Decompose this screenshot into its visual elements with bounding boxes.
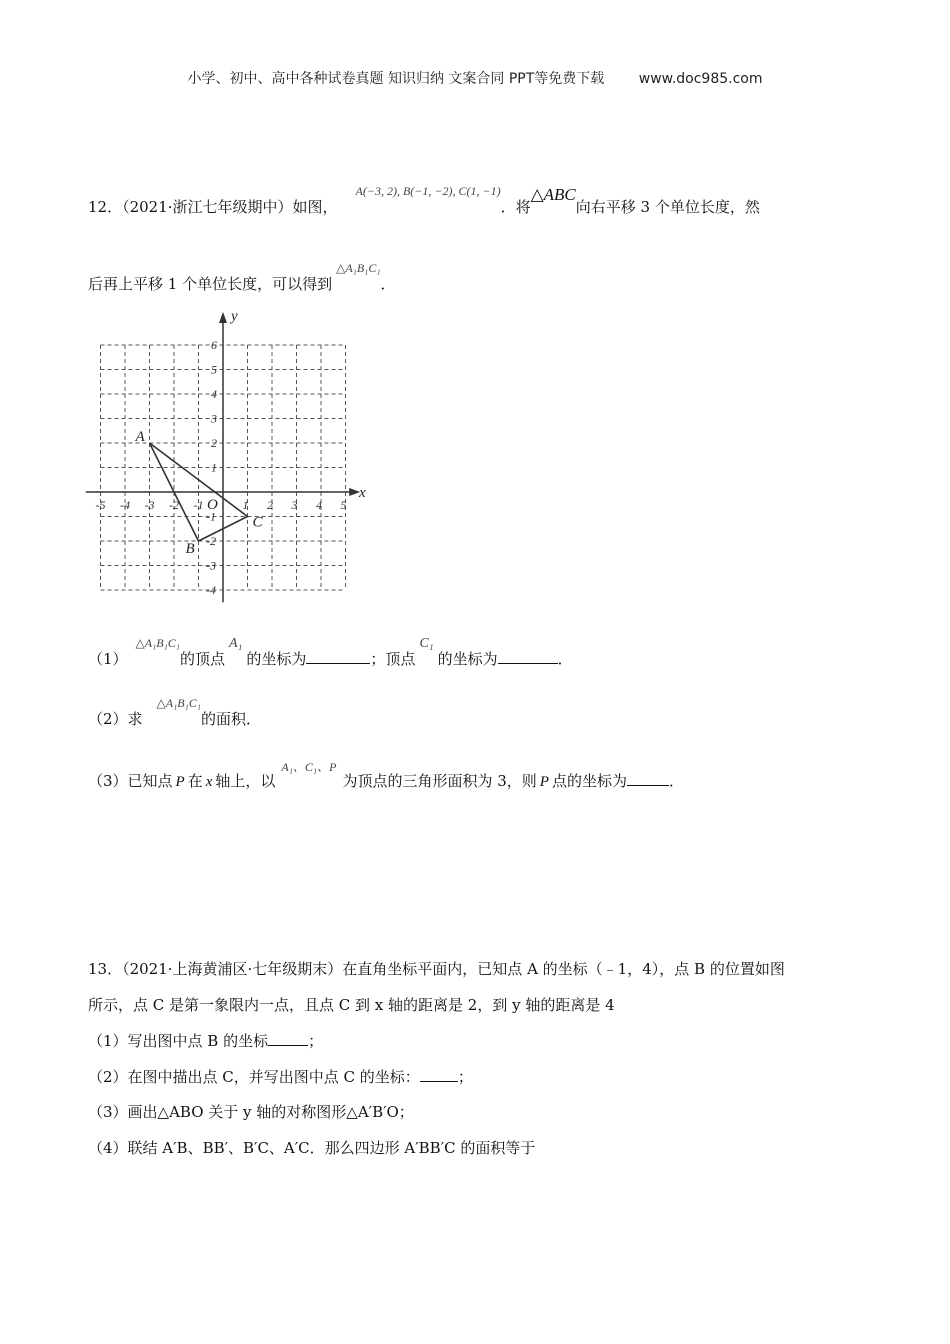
q13-sub1 xyxy=(88,1030,323,1051)
y-axis-label: y xyxy=(231,308,238,325)
q12-line1 xyxy=(88,184,760,217)
y-tick-label: -2 xyxy=(206,534,216,548)
axes xyxy=(86,312,360,602)
q13-sub3: （3）画出△ABO 关于 y 轴的对称图形△A′B′O； xyxy=(88,1103,414,1121)
q12-text-a: ．将 xyxy=(500,198,531,216)
q12-sub2-triangle: △A₁B₁C₁ xyxy=(156,696,201,710)
y-tick-label: -3 xyxy=(206,558,216,573)
point-label: C xyxy=(252,514,263,531)
y-tick-label: 6 xyxy=(211,338,217,352)
point-label: B xyxy=(185,541,195,557)
q12-sub3-label: （3）已知点 xyxy=(88,772,173,790)
x-tick-label: -4 xyxy=(120,498,130,512)
x-tick-label: 5 xyxy=(340,498,347,512)
y-tick-label: 1 xyxy=(211,460,217,475)
y-tick-label: -1 xyxy=(206,509,216,524)
point-label: A xyxy=(135,429,145,445)
x-tick-label: 3 xyxy=(291,498,298,512)
q13-sub2 xyxy=(88,1066,473,1087)
x-tick-label: 4 xyxy=(316,498,322,512)
q12-line2-text: 后再上平移 1 个单位长度，可以得到 xyxy=(88,275,333,293)
answer-blank-b[interactable] xyxy=(268,1031,308,1046)
q13-line2: 所示，点 C 是第一象限内一点，且点 C 到 x 轴的距离是 2，到 y 轴的距离是 4 xyxy=(88,996,615,1014)
q12-period: ． xyxy=(380,275,396,293)
x-tick-label: 1 xyxy=(242,498,249,512)
q12-sub1-text-a: 的顶点 xyxy=(179,650,225,668)
q12-sub1-text-c: ；顶点 xyxy=(370,650,416,668)
q13-sub4: （4）联结 A′B、BB′、B′C、A′C．那么四边形 A′BB′C 的面积等于 xyxy=(88,1139,536,1157)
x-tick-label: -2 xyxy=(169,498,179,512)
header-text: 小学、初中、高中各种试卷真题 知识归纳 文案合同 PPT等免费下载 xyxy=(187,71,605,87)
q12-sub3-text-c: 为顶点的三角形面积为 3，则 xyxy=(342,772,537,790)
q12-sub3-p2: P xyxy=(539,774,549,790)
answer-blank-a1[interactable] xyxy=(306,649,370,664)
q12-sub2-label: （2）求 xyxy=(88,710,143,728)
coordinate-graph xyxy=(80,308,380,608)
q13-sub2-end: ； xyxy=(457,1068,473,1086)
q12-sub1-c1: C₁ xyxy=(419,636,434,651)
q12-sub3-p: P xyxy=(175,774,185,790)
q12-sub1-a1: A₁ xyxy=(228,636,243,651)
q12-number: 12． xyxy=(88,198,123,216)
q12-sub2-text: 的面积． xyxy=(200,710,261,728)
x-axis-label: x xyxy=(358,485,366,501)
y-tick-label: 3 xyxy=(211,411,217,426)
q13-line1 xyxy=(88,958,785,979)
y-tick-label: -4 xyxy=(206,583,216,597)
q12-sub3-vertices: A₁、C₁、P xyxy=(281,760,337,774)
q13-sub2-text: （2）在图中描出点 C，并写出图中点 C 的坐标： xyxy=(88,1068,420,1086)
origin-label: O xyxy=(207,497,218,513)
answer-blank-c[interactable] xyxy=(420,1067,458,1082)
header-site-link[interactable]: www.doc985.com xyxy=(638,71,763,87)
y-axis-arrow xyxy=(219,312,227,323)
q12-points: A(−3, 2), B(−1, −2), C(1, −1) xyxy=(355,184,501,198)
q12-source: （2021·浙江七年级期中）如图， xyxy=(122,198,338,216)
q12-text-b: 向右平移 3 个单位长度，然 xyxy=(575,198,760,216)
q12-sub1-triangle: △A₁B₁C₁ xyxy=(135,636,180,650)
x-tick-label: -3 xyxy=(144,498,155,512)
q13-number: 13． xyxy=(88,960,123,978)
q13-line1-text: （2021·上海黄浦区·七年级期末）在直角坐标平面内，已知点 A 的坐标（﹣1，4），点 B 的位置如图 xyxy=(122,960,785,978)
q12-sub2 xyxy=(88,696,261,729)
q12-sub1-text-d: 的坐标为 xyxy=(437,650,498,668)
q12-sub1-label: （1） xyxy=(88,650,128,668)
answer-blank-p[interactable] xyxy=(627,771,669,786)
y-tick-label: 5 xyxy=(211,362,217,377)
q12-sub3-x: x xyxy=(205,774,213,790)
q12-sub1: $(1)^{\triangle A_1B_1C_1}$的顶点A₁的坐标为 ；顶点C₁的坐标为 ． xyxy=(88,636,573,668)
answer-blank-c1[interactable] xyxy=(498,649,558,664)
q12-sub3-text-d: 点的坐标为 xyxy=(551,772,627,790)
q12-sub3: （3）已知点 P 在 x 轴上，以$^{A_1、C_1、P}$为顶点的三角形面积为 3，则 P 点的坐标为 ． xyxy=(88,760,684,790)
q13-sub1-end: ； xyxy=(308,1032,324,1050)
x-tick-label: -5 xyxy=(95,498,106,512)
q12-sub1-text-b: 的坐标为 xyxy=(246,650,307,668)
y-tick-label: 2 xyxy=(211,436,217,450)
page-header xyxy=(0,68,950,88)
q12-triangle-a1b1c1: △A₁B₁C₁ xyxy=(336,261,381,275)
q12-triangle-abc: △ABC xyxy=(530,185,576,204)
q12-line2 xyxy=(88,261,396,294)
x-tick-label: 2 xyxy=(267,498,273,512)
y-tick-label: 4 xyxy=(211,387,217,401)
x-tick-label: -1 xyxy=(193,498,204,512)
q12-sub3-text-a: 在 xyxy=(187,772,203,790)
q12-sub3-text-b: 轴上，以 xyxy=(215,772,276,790)
q13-sub1-text: （1）写出图中点 B 的坐标 xyxy=(88,1032,269,1050)
